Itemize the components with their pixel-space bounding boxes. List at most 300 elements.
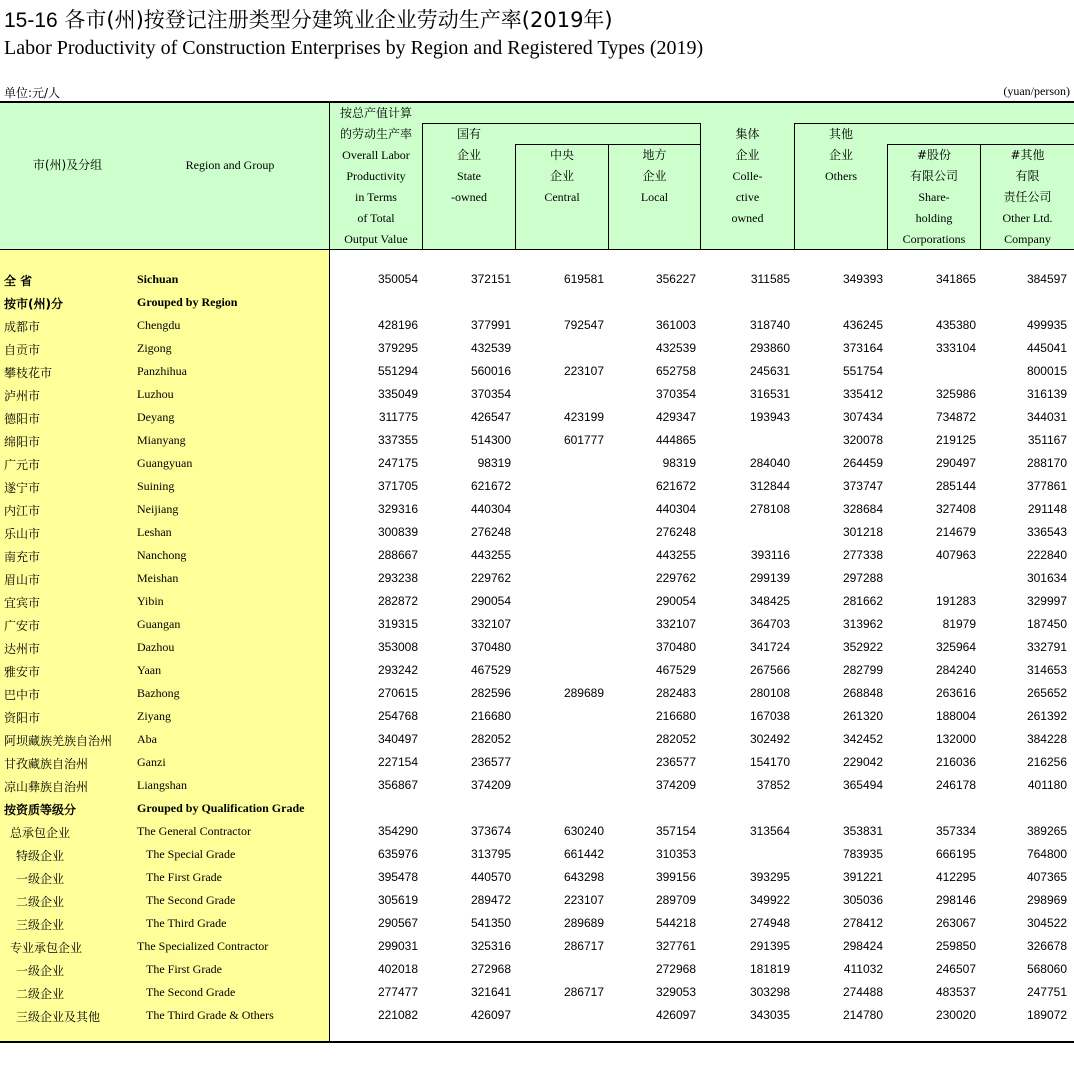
row-label-en: Nanchong	[137, 548, 187, 562]
table-cell: 311775	[378, 410, 418, 424]
row-label-cn: 南充市	[4, 550, 41, 564]
table-row	[0, 268, 1074, 291]
table-cell: 288170	[1026, 456, 1067, 470]
row-label-en: The First Grade	[146, 870, 222, 884]
table-cell: 356867	[377, 778, 418, 792]
header-central	[516, 145, 608, 208]
table-cell: 393116	[750, 548, 790, 562]
table-row	[0, 429, 1074, 452]
row-label-cn: 雅安市	[4, 665, 41, 679]
row-label-cn: 资阳市	[4, 711, 41, 725]
table-row	[0, 935, 1074, 958]
table-cell: 370480	[655, 640, 696, 654]
row-label-en: Zigong	[137, 341, 172, 355]
row-label-en: The First Grade	[146, 962, 222, 976]
table-cell: 429347	[655, 410, 696, 424]
table-cell: 734872	[935, 410, 976, 424]
table-cell: 541350	[470, 916, 511, 930]
table-cell: 325316	[470, 939, 511, 953]
table-cell: 370354	[655, 387, 696, 401]
table-cell: 132000	[935, 732, 976, 746]
table-cell: 329316	[377, 502, 418, 516]
row-label-en: The General Contractor	[137, 824, 251, 838]
table-cell: 272968	[470, 962, 511, 976]
table-cell: 277338	[842, 548, 883, 562]
table-cell: 219125	[935, 433, 976, 447]
table-cell: 399156	[655, 870, 696, 884]
row-label-cn: 二级企业	[16, 895, 65, 909]
table-cell: 284240	[935, 663, 976, 677]
table-cell: 551294	[377, 364, 418, 378]
table-cell: 81979	[942, 617, 976, 631]
table-cell: 320078	[842, 433, 883, 447]
table-cell: 313795	[470, 847, 511, 861]
table-row	[0, 613, 1074, 636]
table-cell: 268848	[842, 686, 883, 700]
table-cell: 336543	[1026, 525, 1067, 539]
table-cell: 193943	[749, 410, 790, 424]
table-cell: 319315	[377, 617, 418, 631]
table-row	[0, 521, 1074, 544]
table-cell: 98319	[662, 456, 696, 470]
table-cell: 247751	[1026, 985, 1067, 999]
table-cell: 361003	[655, 318, 696, 332]
header-state	[423, 124, 515, 208]
row-label-cn: 达州市	[4, 642, 41, 656]
table-cell: 349393	[842, 272, 883, 286]
table-cell: 259850	[935, 939, 976, 953]
row-label-cn: 成都市	[4, 320, 41, 334]
table-cell: 384597	[1026, 272, 1067, 286]
table-cell: 601777	[563, 433, 604, 447]
header-others-line: 企业	[828, 148, 853, 162]
table-cell: 276248	[470, 525, 511, 539]
row-label-cn: 眉山市	[4, 573, 41, 587]
table-cell: 221082	[377, 1008, 418, 1022]
table-number: 15-16	[4, 9, 58, 32]
header-collective-line: 集体	[735, 127, 760, 141]
page-title-en: Labor Productivity of Construction Enterprises by Region and Registered Types (2019)	[4, 37, 704, 59]
table-cell: 276248	[655, 525, 696, 539]
table-cell: 216036	[935, 755, 976, 769]
table-cell: 652758	[655, 364, 696, 378]
table-cell: 304522	[1026, 916, 1067, 930]
row-label-en: Neijiang	[137, 502, 179, 516]
header-state-line: State	[457, 169, 481, 183]
header-state-line: 企业	[456, 148, 481, 162]
header-ltd-line: 责任公司	[1003, 190, 1052, 204]
table-cell: 384228	[1026, 732, 1067, 746]
table-cell: 289689	[563, 686, 604, 700]
table-cell: 332791	[1026, 640, 1067, 654]
row-label-en: Deyang	[137, 410, 175, 424]
table-cell: 440304	[470, 502, 511, 516]
row-label-en: Suining	[137, 479, 175, 493]
table-cell: 373747	[842, 479, 883, 493]
table-cell: 444865	[655, 433, 696, 447]
table-cell: 445041	[1026, 341, 1067, 355]
header-local	[609, 145, 700, 208]
table-cell: 154170	[749, 755, 790, 769]
table-cell: 619581	[563, 272, 604, 286]
table-cell: 370480	[470, 640, 511, 654]
table-cell: 278412	[842, 916, 883, 930]
table-cell: 261320	[842, 709, 883, 723]
table-cell: 307434	[842, 410, 883, 424]
table-cell: 236577	[655, 755, 696, 769]
table-cell: 440570	[470, 870, 511, 884]
header-others-line: Others	[825, 169, 857, 183]
header-share-line: Share-	[918, 190, 950, 204]
header-ltd-line: Other Ltd.	[1002, 211, 1053, 225]
table-cell: 282483	[655, 686, 696, 700]
table-cell: 246178	[935, 778, 976, 792]
header-ltd-line: 有限	[1015, 169, 1040, 183]
table-cell: 314653	[1026, 663, 1067, 677]
table-cell: 621672	[470, 479, 511, 493]
table-cell: 236577	[470, 755, 511, 769]
header-share-line: holding	[915, 211, 953, 225]
table-cell: 187450	[1026, 617, 1067, 631]
row-label-en: Guangan	[137, 617, 181, 631]
table-cell: 263067	[935, 916, 976, 930]
table-cell: 643298	[563, 870, 604, 884]
table-cell: 216680	[470, 709, 511, 723]
header-overall-line: Output Value	[344, 232, 408, 246]
top-rule	[0, 101, 1074, 103]
table-cell: 277477	[377, 985, 418, 999]
row-label-cn: 自贡市	[4, 343, 41, 357]
table-cell: 282799	[842, 663, 883, 677]
table-cell: 426547	[470, 410, 511, 424]
table-cell: 229762	[470, 571, 511, 585]
table-cell: 325986	[935, 387, 976, 401]
table-row	[0, 452, 1074, 475]
table-cell: 305036	[842, 893, 883, 907]
table-cell: 270615	[377, 686, 418, 700]
table-cell: 411032	[843, 962, 883, 976]
row-label-cn: 宜宾市	[4, 596, 41, 610]
row-label-cn: 按市(州)分	[4, 297, 63, 311]
header-overall-line: Productivity	[346, 169, 406, 183]
table-cell: 282052	[655, 732, 696, 746]
row-label-en: Aba	[137, 732, 157, 746]
table-cell: 293242	[377, 663, 418, 677]
table-cell: 325964	[935, 640, 976, 654]
table-row	[0, 682, 1074, 705]
row-label-cn: 广元市	[4, 458, 41, 472]
row-label-cn: 甘孜藏族自治州	[4, 757, 89, 771]
row-label-en: The Third Grade & Others	[146, 1008, 274, 1022]
table-cell: 423199	[563, 410, 604, 424]
table-cell: 216256	[1026, 755, 1067, 769]
row-label-en: Dazhou	[137, 640, 175, 654]
table-cell: 661442	[563, 847, 604, 861]
table-cell: 254768	[377, 709, 418, 723]
table-cell: 391221	[842, 870, 883, 884]
table-cell: 246507	[935, 962, 976, 976]
table-cell: 293238	[377, 571, 418, 585]
table-cell: 426097	[655, 1008, 696, 1022]
table-cell: 98319	[477, 456, 511, 470]
table-cell: 436245	[842, 318, 883, 332]
table-cell: 432539	[470, 341, 511, 355]
row-label-en: Leshan	[137, 525, 172, 539]
table-cell: 216680	[655, 709, 696, 723]
header-others	[795, 124, 887, 187]
table-cell: 371705	[377, 479, 418, 493]
table-row	[0, 567, 1074, 590]
table-cell: 301634	[1026, 571, 1067, 585]
table-cell: 483537	[935, 985, 976, 999]
table-cell: 350054	[377, 272, 418, 286]
table-cell: 412295	[935, 870, 976, 884]
header-local-line: 企业	[642, 169, 667, 183]
table-cell: 353831	[842, 824, 883, 838]
table-cell: 312844	[749, 479, 790, 493]
row-label-cn: 内江市	[4, 504, 41, 518]
table-cell: 278108	[749, 502, 790, 516]
row-label-en: Grouped by Region	[137, 295, 238, 309]
row-label-cn: 一级企业	[16, 872, 65, 886]
row-label-cn: 凉山彝族自治州	[4, 780, 89, 794]
table-cell: 281662	[842, 594, 883, 608]
row-label-en: Yibin	[137, 594, 164, 608]
table-cell: 379295	[377, 341, 418, 355]
table-cell: 293860	[749, 341, 790, 355]
table-cell: 188004	[935, 709, 976, 723]
header-overall-line: 按总产值计算	[339, 106, 412, 120]
row-label-cn: 三级企业及其他	[16, 1010, 101, 1024]
row-label-cn: 广安市	[4, 619, 41, 633]
table-cell: 284040	[749, 456, 790, 470]
table-cell: 432539	[655, 341, 696, 355]
table-title-cn: 各市(州)按登记注册类型分建筑业企业劳动生产率(2019年)	[64, 8, 613, 32]
table-row	[0, 590, 1074, 613]
table-cell: 365494	[842, 778, 883, 792]
table-cell: 327408	[935, 502, 976, 516]
table-cell: 261392	[1026, 709, 1067, 723]
unit-label-en: (yuan/person)	[1003, 84, 1070, 98]
row-label-cn: 泸州市	[4, 389, 41, 403]
header-collective-line: Colle-	[732, 169, 763, 183]
table-cell: 407963	[935, 548, 976, 562]
row-label-en: Luzhou	[137, 387, 174, 401]
table-cell: 560016	[470, 364, 511, 378]
table-row	[0, 797, 1074, 820]
header-region-cn: 市(州)及分组	[32, 158, 103, 172]
table-cell: 282872	[377, 594, 418, 608]
table-cell: 357334	[935, 824, 976, 838]
table-cell: 289709	[655, 893, 696, 907]
bottom-rule	[0, 1041, 1074, 1043]
table-cell: 247175	[377, 456, 418, 470]
table-cell: 286717	[563, 985, 604, 999]
row-label-en: Grouped by Qualification Grade	[137, 801, 305, 815]
table-cell: 335049	[377, 387, 418, 401]
table-row	[0, 912, 1074, 935]
table-cell: 635976	[377, 847, 418, 861]
header-central-line: 中央	[549, 148, 574, 162]
table-cell: 341865	[935, 272, 976, 286]
table-row	[0, 406, 1074, 429]
table-row	[0, 889, 1074, 912]
table-cell: 264459	[842, 456, 883, 470]
row-label-en: Chengdu	[137, 318, 181, 332]
table-cell: 316139	[1026, 387, 1067, 401]
table-cell: 467529	[655, 663, 696, 677]
row-label-en: Ziyang	[137, 709, 171, 723]
table-row	[0, 475, 1074, 498]
table-cell: 227154	[377, 755, 418, 769]
table-cell: 313564	[749, 824, 790, 838]
table-cell: 333104	[935, 341, 976, 355]
table-cell: 395478	[377, 870, 418, 884]
header-others-line: 其他	[828, 127, 853, 141]
table-cell: 318740	[749, 318, 790, 332]
row-label-cn: 阿坝藏族羌族自治州	[4, 734, 113, 748]
page-title-cn	[4, 4, 613, 34]
table-cell: 337355	[377, 433, 418, 447]
table-row	[0, 751, 1074, 774]
row-label-en: Panzhihua	[137, 364, 187, 378]
table-cell: 303298	[749, 985, 790, 999]
table-cell: 666195	[935, 847, 976, 861]
table-cell: 222840	[1026, 548, 1067, 562]
table-row	[0, 866, 1074, 889]
table-cell: 621672	[655, 479, 696, 493]
table-cell: 341724	[749, 640, 790, 654]
header-overall	[330, 103, 422, 250]
table-cell: 214679	[935, 525, 976, 539]
row-label-cn: 二级企业	[16, 987, 65, 1001]
table-cell: 290054	[470, 594, 511, 608]
row-label-en: The Second Grade	[146, 893, 236, 907]
header-overall-line: of Total	[357, 211, 395, 225]
row-label-en: Sichuan	[137, 272, 179, 286]
header-state-line: 国有	[456, 127, 481, 141]
table-cell: 428196	[377, 318, 418, 332]
table-cell: 305619	[377, 893, 418, 907]
header-ltd-line: Company	[1004, 232, 1051, 246]
table-cell: 290054	[655, 594, 696, 608]
row-label-cn: 一级企业	[16, 964, 65, 978]
table-cell: 374209	[470, 778, 511, 792]
row-label-cn: 乐山市	[4, 527, 41, 541]
table-cell: 440304	[655, 502, 696, 516]
header-central-line: Central	[544, 190, 580, 204]
table-cell: 327761	[655, 939, 696, 953]
table-cell: 342452	[842, 732, 883, 746]
table-cell: 289472	[470, 893, 511, 907]
header-region-en: Region and Group	[185, 158, 275, 172]
table-cell: 544218	[655, 916, 696, 930]
table-row	[0, 728, 1074, 751]
table-cell: 302492	[749, 732, 790, 746]
table-cell: 245631	[749, 364, 790, 378]
table-cell: 189072	[1026, 1008, 1067, 1022]
header-share-line: 有限公司	[909, 169, 958, 183]
table-cell: 372151	[470, 272, 511, 286]
table-cell: 282596	[470, 686, 511, 700]
table-cell: 285144	[935, 479, 976, 493]
row-label-en: The Third Grade	[146, 916, 227, 930]
row-label-en: Ganzi	[137, 755, 166, 769]
table-cell: 298969	[1026, 893, 1067, 907]
table-cell: 289689	[563, 916, 604, 930]
table-cell: 354290	[377, 824, 418, 838]
table-cell: 783935	[842, 847, 883, 861]
table-cell: 514300	[470, 433, 511, 447]
table-cell: 310353	[655, 847, 696, 861]
table-row	[0, 291, 1074, 314]
table-row	[0, 820, 1074, 843]
row-label-en: Mianyang	[137, 433, 186, 447]
table-cell: 229762	[655, 571, 696, 585]
header-collective-line: ctive	[735, 190, 760, 204]
table-cell: 326678	[1026, 939, 1067, 953]
table-cell: 290567	[377, 916, 418, 930]
table-cell: 223107	[563, 364, 604, 378]
header-state-line: -owned	[451, 190, 487, 204]
table-cell: 300839	[377, 525, 418, 539]
header-ltd-line: #其他	[1010, 148, 1045, 162]
header-overall-line: 的劳动生产率	[339, 127, 412, 141]
table-cell: 764800	[1026, 847, 1067, 861]
table-cell: 377861	[1026, 479, 1067, 493]
row-label-cn: 三级企业	[16, 918, 65, 932]
table-cell: 568060	[1026, 962, 1067, 976]
table-cell: 274948	[749, 916, 790, 930]
table-row	[0, 314, 1074, 337]
table-cell: 340497	[377, 732, 418, 746]
table-cell: 265652	[1026, 686, 1067, 700]
table-row	[0, 337, 1074, 360]
table-cell: 328684	[842, 502, 883, 516]
table-row	[0, 383, 1074, 406]
header-central-line: 企业	[549, 169, 574, 183]
row-label-cn: 特级企业	[16, 849, 65, 863]
table-cell: 353008	[377, 640, 418, 654]
table-cell: 272968	[655, 962, 696, 976]
table-cell: 230020	[935, 1008, 976, 1022]
header-share	[888, 145, 980, 250]
table-cell: 291395	[749, 939, 790, 953]
table-cell: 223107	[563, 893, 604, 907]
row-label-cn: 巴中市	[4, 688, 41, 702]
table-cell: 299031	[377, 939, 418, 953]
row-label-en: Bazhong	[137, 686, 180, 700]
table-row	[0, 1004, 1074, 1027]
table-cell: 389265	[1026, 824, 1067, 838]
row-label-cn: 总承包企业	[10, 826, 71, 840]
table-row	[0, 498, 1074, 521]
table-cell: 335412	[842, 387, 883, 401]
table-cell: 374209	[655, 778, 696, 792]
table-cell: 426097	[470, 1008, 511, 1022]
table-cell: 316531	[749, 387, 790, 401]
table-cell: 329053	[655, 985, 696, 999]
table-cell: 280108	[749, 686, 790, 700]
table-cell: 297288	[842, 571, 883, 585]
table-cell: 349922	[749, 893, 790, 907]
table-cell: 191283	[935, 594, 976, 608]
header-ltd	[981, 145, 1074, 250]
table-cell: 274488	[842, 985, 883, 999]
header-share-line: Corporations	[902, 232, 966, 246]
table-cell: 357154	[655, 824, 696, 838]
table-row	[0, 705, 1074, 728]
